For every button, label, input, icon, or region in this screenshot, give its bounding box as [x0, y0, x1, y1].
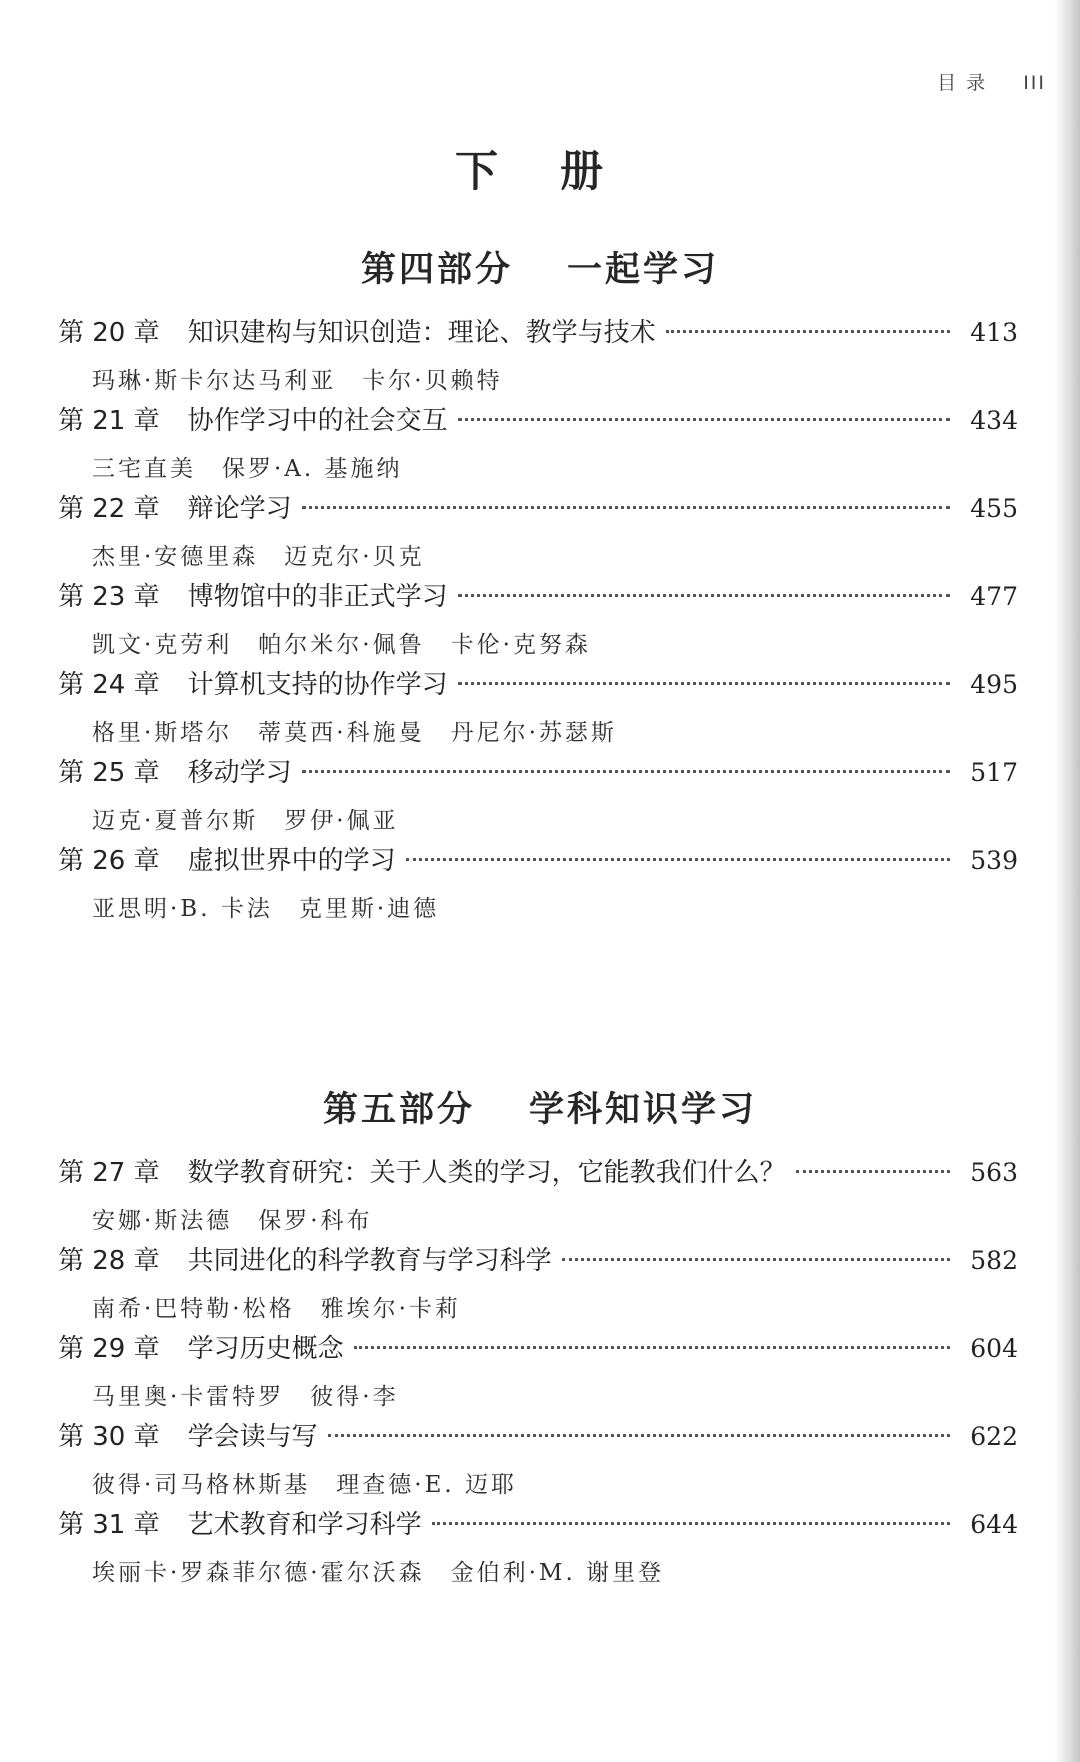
chapter-line — [58, 1328, 1018, 1368]
chapter-authors: 杰里·安德里森 迈克尔·贝克 — [92, 544, 425, 570]
chapter-authors: 凯文·克劳利 帕尔米尔·佩鲁 卡伦·克努森 — [92, 632, 591, 658]
dot-leader — [302, 506, 950, 509]
chapter-line — [58, 664, 1018, 704]
page-number: 517 — [970, 758, 1018, 787]
chapter-title: 数学教育研究：关于人类的学习，它能教我们什么？ — [187, 1158, 786, 1188]
chapter-title: 移动学习 — [187, 758, 292, 788]
dot-leader — [406, 858, 950, 861]
part-4-number: 第四部分 — [360, 249, 513, 290]
dot-leader — [666, 330, 950, 333]
chapter-line — [58, 400, 1018, 440]
dot-leader — [458, 594, 950, 597]
chapter-number: 第 20 章 — [58, 318, 160, 348]
page-number: 539 — [970, 846, 1018, 875]
toc-entry-ch21[interactable] — [58, 400, 1018, 483]
chapter-title: 艺术教育和学习科学 — [187, 1510, 422, 1540]
page-number: 495 — [970, 670, 1018, 699]
chapter-line — [58, 840, 1018, 880]
chapter-title: 学会读与写 — [187, 1422, 318, 1452]
chapter-title: 计算机支持的协作学习 — [187, 670, 448, 700]
part-5-name: 学科知识学习 — [529, 1089, 758, 1130]
dot-leader — [562, 1258, 950, 1261]
chapter-authors: 亚思明·B. 卡法 克里斯·迪德 — [92, 896, 440, 922]
toc-entry-ch29[interactable] — [58, 1328, 1018, 1411]
page-number: 582 — [970, 1246, 1018, 1275]
dot-leader — [458, 418, 950, 421]
chapter-number: 第 22 章 — [58, 494, 160, 524]
chapter-number: 第 29 章 — [58, 1334, 160, 1364]
chapter-number: 第 25 章 — [58, 758, 160, 788]
page-number: 477 — [970, 582, 1018, 611]
chapter-line — [58, 1504, 1018, 1544]
chapter-authors: 三宅直美 保罗·A. 基施纳 — [92, 456, 403, 482]
chapter-title: 知识建构与知识创造：理论、教学与技术 — [187, 318, 656, 348]
toc-entry-ch27[interactable] — [58, 1152, 1018, 1235]
page-number: 434 — [970, 406, 1018, 435]
chapter-line — [58, 1416, 1018, 1456]
chapter-authors: 安娜·斯法德 保罗·科布 — [92, 1208, 373, 1234]
chapter-title: 虚拟世界中的学习 — [187, 846, 396, 876]
chapter-number: 第 23 章 — [58, 582, 160, 612]
dot-leader — [796, 1170, 950, 1173]
toc-entry-ch22[interactable] — [58, 488, 1018, 571]
chapter-title: 博物馆中的非正式学习 — [187, 582, 448, 612]
page-number: 604 — [970, 1334, 1018, 1363]
toc-entry-ch30[interactable] — [58, 1416, 1018, 1499]
dot-leader — [302, 770, 950, 773]
dot-leader — [328, 1434, 950, 1437]
chapter-authors: 迈克·夏普尔斯 罗伊·佩亚 — [92, 808, 399, 834]
part-5-heading — [0, 1082, 1080, 1132]
dot-leader — [432, 1522, 950, 1525]
chapter-line — [58, 1152, 1018, 1192]
chapter-title: 协作学习中的社会交互 — [187, 406, 448, 436]
page-number: 413 — [970, 318, 1018, 347]
page-number: 455 — [970, 494, 1018, 523]
chapter-number: 第 30 章 — [58, 1422, 160, 1452]
chapter-line — [58, 576, 1018, 616]
toc-entry-ch31[interactable] — [58, 1504, 1018, 1587]
chapter-line — [58, 312, 1018, 352]
part-4-heading — [0, 242, 1080, 292]
part-5-number: 第五部分 — [322, 1089, 475, 1130]
chapter-number: 第 24 章 — [58, 670, 160, 700]
toc-entry-ch24[interactable] — [58, 664, 1018, 747]
chapter-number: 第 21 章 — [58, 406, 160, 436]
chapter-line — [58, 488, 1018, 528]
running-header-label: 目 录 — [937, 72, 988, 94]
chapter-number: 第 28 章 — [58, 1246, 160, 1276]
running-header-page-roman: III — [1023, 72, 1046, 94]
chapter-title: 学习历史概念 — [187, 1334, 344, 1364]
toc-entry-ch28[interactable] — [58, 1240, 1018, 1323]
volume-title: 下册 — [455, 147, 665, 197]
page-number: 622 — [970, 1422, 1018, 1451]
chapter-number: 第 26 章 — [58, 846, 160, 876]
chapter-authors: 埃丽卡·罗森菲尔德·霍尔沃森 金伯利·M. 谢里登 — [92, 1560, 665, 1586]
page-number: 563 — [970, 1158, 1018, 1187]
chapter-title: 共同进化的科学教育与学习科学 — [187, 1246, 552, 1276]
chapter-number: 第 31 章 — [58, 1510, 160, 1540]
chapter-authors: 彼得·司马格林斯基 理查德·E. 迈耶 — [92, 1472, 518, 1498]
chapter-authors: 格里·斯塔尔 蒂莫西·科施曼 丹尼尔·苏瑟斯 — [92, 720, 617, 746]
chapter-title: 辩论学习 — [187, 494, 292, 524]
dot-leader — [354, 1346, 950, 1349]
part-4-name: 一起学习 — [567, 249, 720, 290]
running-header — [937, 68, 1046, 95]
chapter-line — [58, 1240, 1018, 1280]
chapter-line — [58, 752, 1018, 792]
toc-entry-ch20[interactable] — [58, 312, 1018, 395]
chapter-authors: 南希·巴特勒·松格 雅埃尔·卡莉 — [92, 1296, 461, 1322]
chapter-number: 第 27 章 — [58, 1158, 160, 1188]
chapter-authors: 玛琳·斯卡尔达马利亚 卡尔·贝赖特 — [92, 368, 503, 394]
page-number: 644 — [970, 1510, 1018, 1539]
toc-entry-ch23[interactable] — [58, 576, 1018, 659]
toc-entry-ch26[interactable] — [58, 840, 1018, 923]
toc-entry-ch25[interactable] — [58, 752, 1018, 835]
chapter-authors: 马里奥·卡雷特罗 彼得·李 — [92, 1384, 399, 1410]
dot-leader — [458, 682, 950, 685]
